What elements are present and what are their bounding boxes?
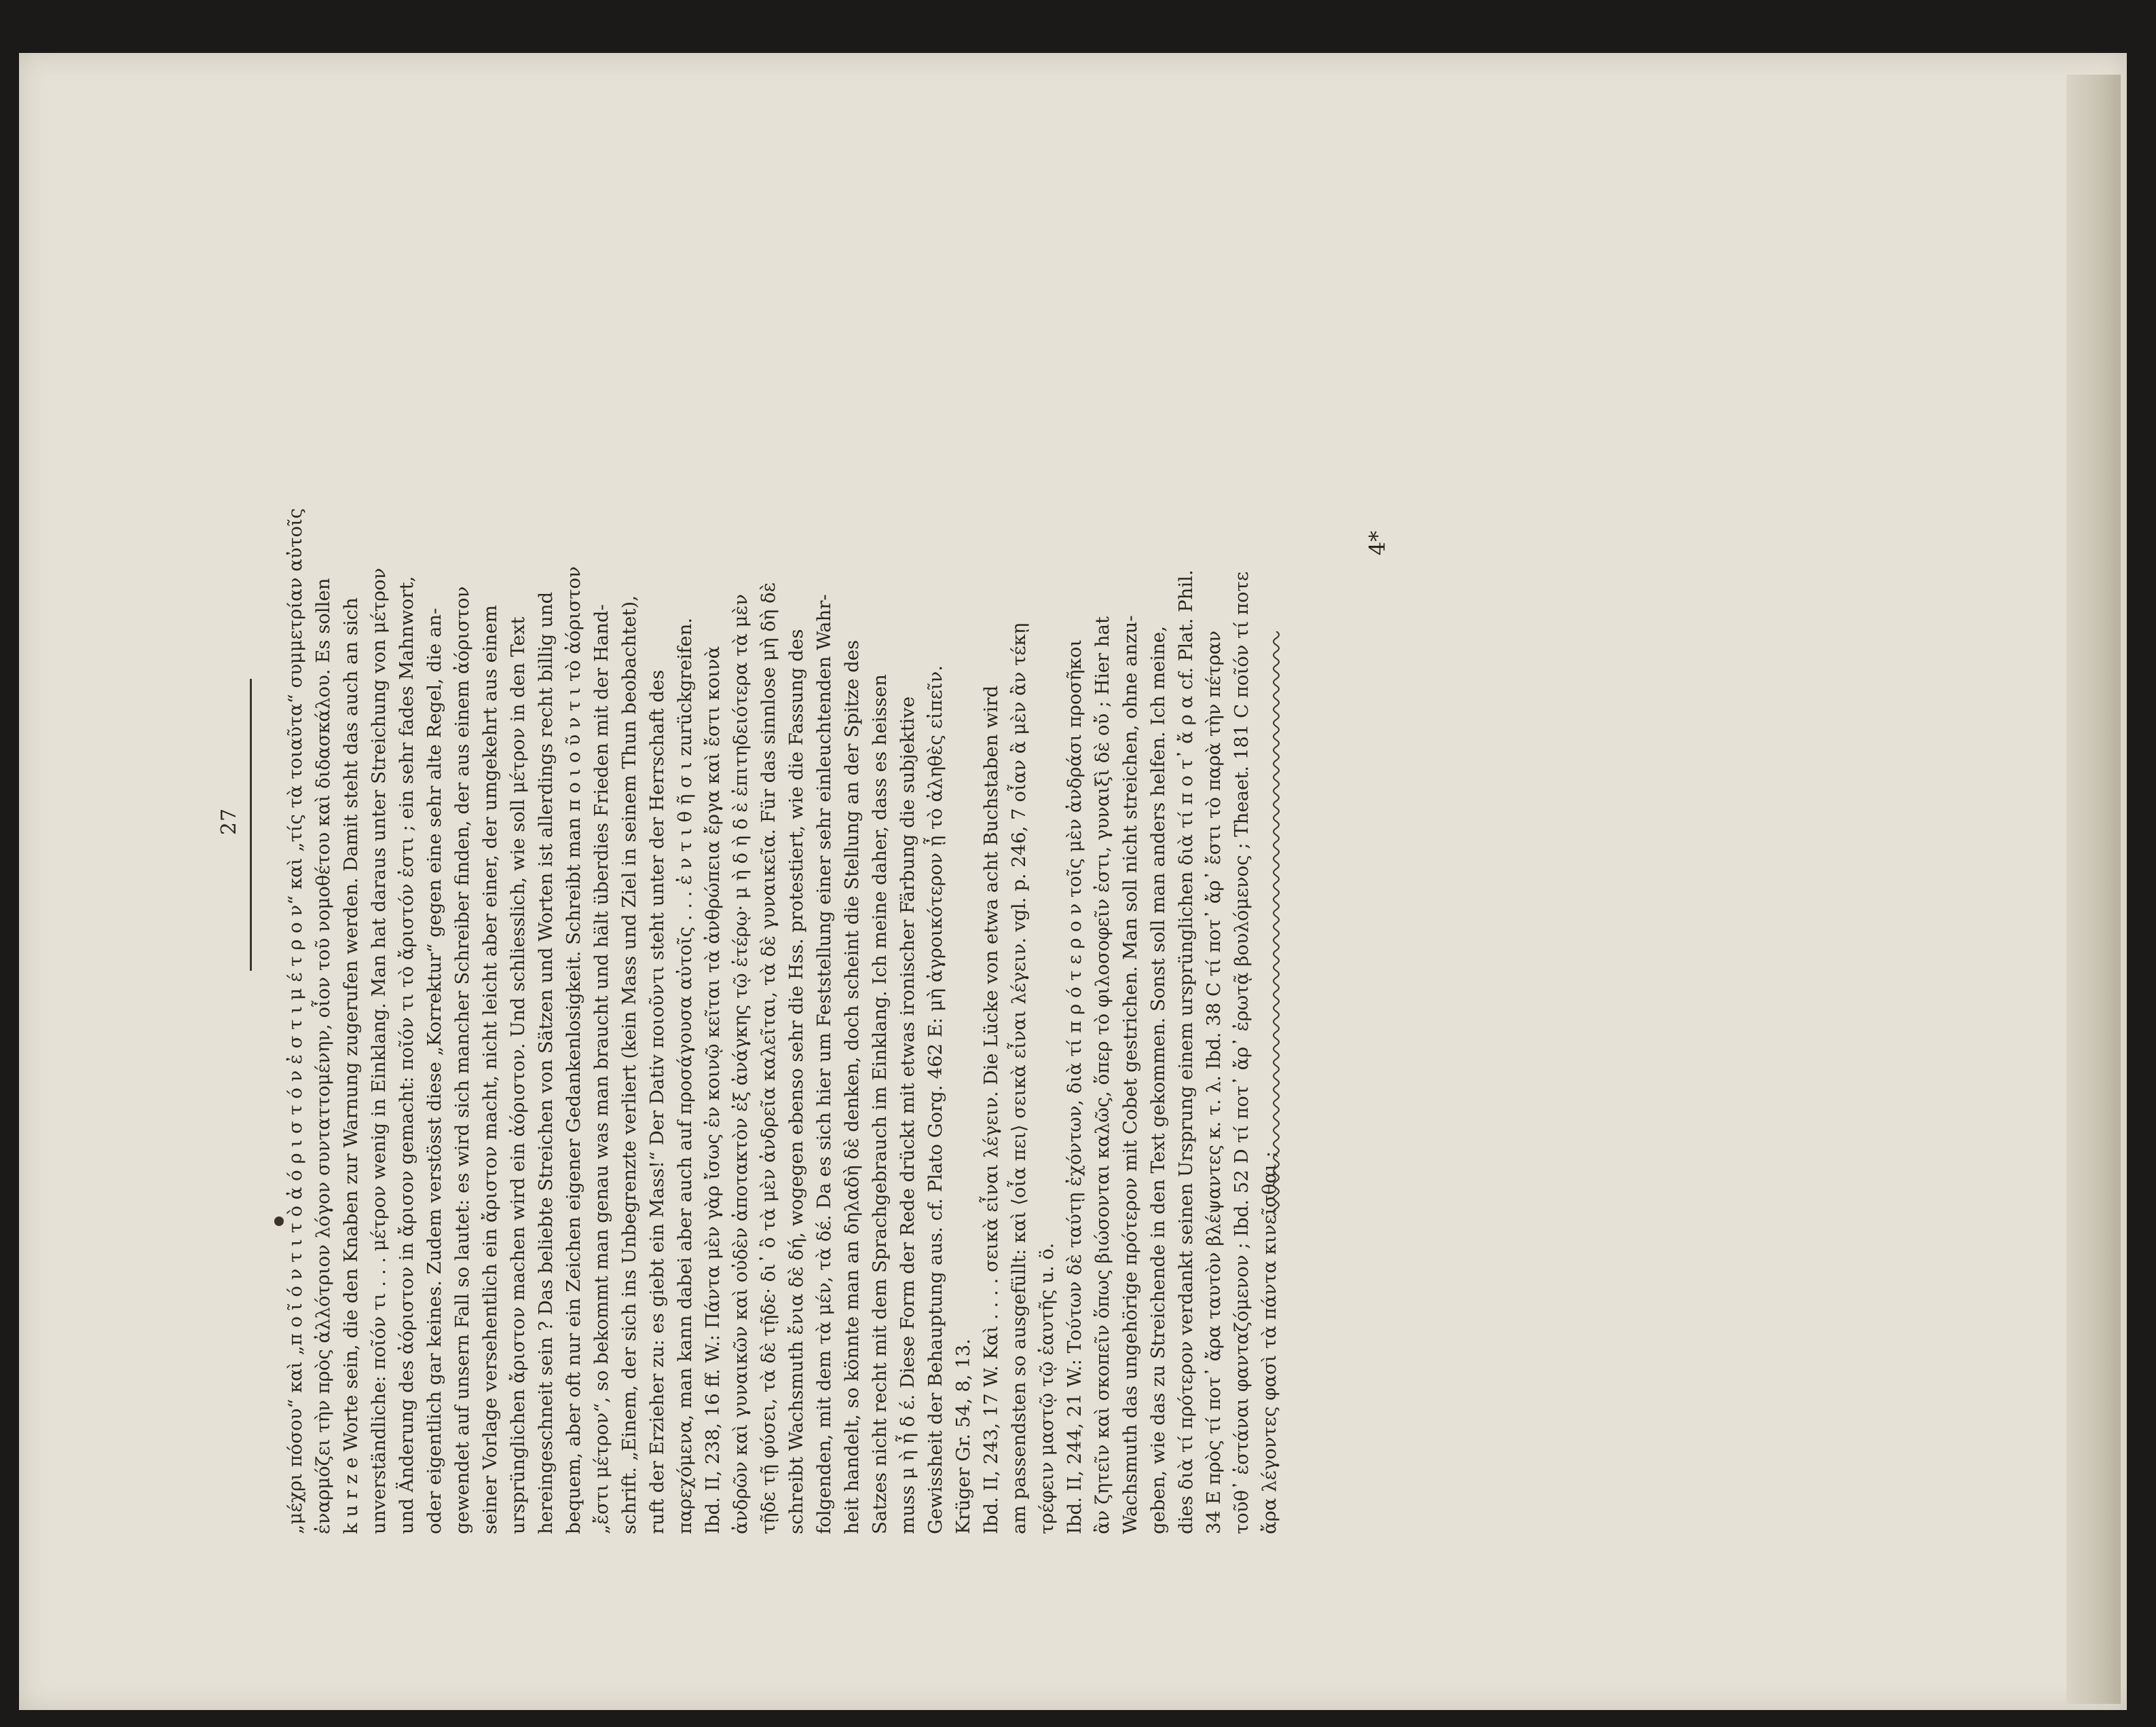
page-edge <box>2066 75 2121 1704</box>
text-line: bequem, aber oft nur ein Zeichen eigener Gedankenlosigkeit. Schreibt man π ο ι ο ῦ ν τ ι τὸ ἀόριστον <box>563 566 584 1534</box>
wavy-end-rule <box>1269 631 1283 1215</box>
text-line: Ibd. II, 243, 17 W. Καὶ . . . . σεικὰ εἶναι λέγειν. Die Lücke von etwa acht Buchstaben wird <box>980 685 1002 1534</box>
text-line: am passendsten so ausgefüllt: καὶ ⟨οἷα πει⟩ σεικὰ εἶναι λέγειν. vgl. p. 246, 7 οἷαν ἃ μὲν ἂν τέκῃ <box>1008 623 1030 1534</box>
text-line: Gewissheit der Behauptung aus. cf. Plato Gorg. 462 E: μὴ ἀγροικότερον ᾖ τὸ ἀληθὲς εἰπεῖν. <box>925 665 946 1534</box>
rotated-text-block <box>217 109 1548 1534</box>
text-line: und Änderung des ἀόριστον in ἄρισον gemacht: ποῖόν τι τὸ ἄριστόν ἐστι ; ein sehr fades Mahnwort, <box>396 576 417 1534</box>
text-line: Krüger Gr. 54, 8, 13. <box>952 1339 974 1534</box>
text-line: gewendet auf unsern Fall so lautet: es wird sich mancher Schreiber finden, der aus einem ἀόριστον <box>451 586 473 1534</box>
text-line: folgenden, mit dem τὰ μέν, τὰ δέ. Da es sich hier um Feststellung einer sehr einleuchtenden Wahr- <box>813 594 835 1534</box>
body-text <box>282 109 1284 1534</box>
text-line: Ibd. II, 244, 21 W.: Τούτων δὲ ταύτῃ ἐχόντων, διὰ τί π ρ ό τ ε ρ ο ν τοῖς μὲν ἀνδράσι προσῆκοι <box>1064 639 1085 1534</box>
text-line: geben, wie das zu Streichende in den Text gekommen. Sonst soll man anders helfen. Ich meine, <box>1147 626 1169 1534</box>
signature-mark: 4* <box>1364 530 1390 556</box>
text-line: ἄρα λέγοντες φασὶ τὰ πάντα κινεῖσθαι ; <box>1259 1151 1280 1534</box>
text-line: muss μ ὴ ἦ δ έ. Diese Form der Rede drückt mit etwas ironischer Färbung die subjektive <box>897 696 918 1534</box>
text-line: dies διὰ τί πρότερον verdankt seinen Ursprung einem ursprünglichen διὰ τί π ο τ᾿ ἄ ρ α cf. Plat. Phil. <box>1175 570 1197 1534</box>
text-line: ruft der Erzieher zu: es giebt ein Mass!“ Der Dativ ποιοῦντι steht unter der Herrschaft des <box>646 669 668 1534</box>
text-line: „μέχρι πόσου“ καὶ „π ο ῖ ό ν τ ι τ ὸ ἀ ό ρ ι σ τ ό ν ἐ σ τ ι μ έ τ ρ ο ν“ καὶ „τίς τὰ τοιαῦτα“ συμμετρίαν αὐτοῖς <box>284 508 306 1534</box>
text-line: τρέφειν μαστῷ τῷ ἑαυτῆς u. ö. <box>1036 1242 1058 1534</box>
text-line: k u r z e Worte sein, die den Knaben zur Warnung zugerufen werden. Damit steht das auch an sich <box>340 597 362 1534</box>
text-line: ἐναρμόζει τὴν πρὸς ἀλλότριον λόγον συνταττομένην, οἷον τοῦ νομοθέτου καὶ διδασκάλου. Es sollen <box>312 578 334 1534</box>
text-line: τοῦθ᾿ ἑστάναι φανταζόμενον ; Ibd. 52 D τί ποτ᾿ ἄρ᾿ ἐρωτᾷ βουλόμενος ; Theaet. 181 C ποῖόν τί ποτε <box>1231 571 1252 1534</box>
text-line: oder eigentlich gar keines. Zudem verstösst diese „Korrektur“ gegen eine sehr alte Regel, die an- <box>424 608 445 1534</box>
text-line: heit handelt, so könnte man an δηλαδὴ δὲ denken, doch scheint die Stellung an der Spitze des <box>841 639 863 1534</box>
text-line: ursprünglichen ἄριστον machen wird ein ἀόριστον. Und schliesslich, wie soll μέτρον in den Text <box>507 616 529 1534</box>
text-line: Ibd. II, 238, 16 ff. W.: Πάντα μὲν γὰρ ἴσως ἐν κοινῷ κεῖται τὰ ἀνθρώπεια ἔργα καὶ ἔστι κοινὰ <box>702 646 724 1534</box>
page-number: 27 <box>217 807 241 836</box>
text-line: 34 E πρὸς τί ποτ᾿ ἄρα ταυτὸν βλέψαντες κ. τ. λ. Ibd. 38 C τί ποτ᾿ ἄρ᾿ ἔστι τὸ παρὰ τὴν πέτραν <box>1203 630 1225 1534</box>
text-line: Wachsmuth das ungehörige πρότερον mit Cobet gestrichen. Man soll nicht streichen, ohne anzu- <box>1119 615 1141 1534</box>
text-line: hereingeschneit sein ? Das beliebte Streichen von Sätzen und Worten ist allerdings recht billig und <box>535 591 557 1534</box>
text-line: seiner Vorlage versehentlich ein ἄριστον macht, nicht leicht aber einer, der umgekehrt aus einem <box>479 605 501 1534</box>
text-line: ἀνδρῶν καὶ γυναικῶν καὶ οὐδὲν ἀποτακτὸν ἐξ ἀνάγκης τῷ ἑτέρῳ· μ ὴ δ ὴ δ ὲ ἐπιτηδειότερα τὰ μὲν <box>730 593 751 1534</box>
text-line: τῇδε τῇ φύσει, τὰ δὲ τῇδε· δι᾿ ὃ τὰ μὲν ἀνδρεῖα καλεῖται, τὰ δὲ γυναικεῖα. Für das sinnlose μὴ δὴ δὲ <box>758 582 779 1534</box>
header-rule <box>250 679 252 971</box>
text-line: παρεχόμενα, man kann dabei aber auch auf προσάγουσα αὐτοῖς . . . ἐ ν τ ι θ ῆ σ ι zurückgreifen. <box>674 617 696 1534</box>
text-line: schrift. „Einem, der sich ins Unbegrenzte verliert (kein Mass und Ziel in seinem Thun beobachtet), <box>618 595 640 1534</box>
text-line: ἂν ζητεῖν καὶ σκοπεῖν ὅπως βιώσονται καλῶς, ὅπερ τὸ φιλοσοφεῖν ἐστι, γυναιξὶ δὲ οὔ ; Hier hat <box>1092 616 1113 1534</box>
text-line: Satzes nicht recht mit dem Sprachgebrauch im Einklang. Ich meine daher, dass es heissen <box>869 674 891 1534</box>
text-line: schreibt Wachsmuth ἔνια δὲ δή, wogegen ebenso sehr die Hss. protestiert, wie die Fassung des <box>785 629 807 1534</box>
text-line: unverständliche: ποῖόν τι . . . μέτρον wenig in Einklang. Man hat daraus unter Streichung von μέτρον <box>368 568 390 1534</box>
text-line: „ἔστι μέτρον“, so bekommt man genau was man braucht und hält überdies Frieden mit der Hand- <box>591 604 612 1534</box>
